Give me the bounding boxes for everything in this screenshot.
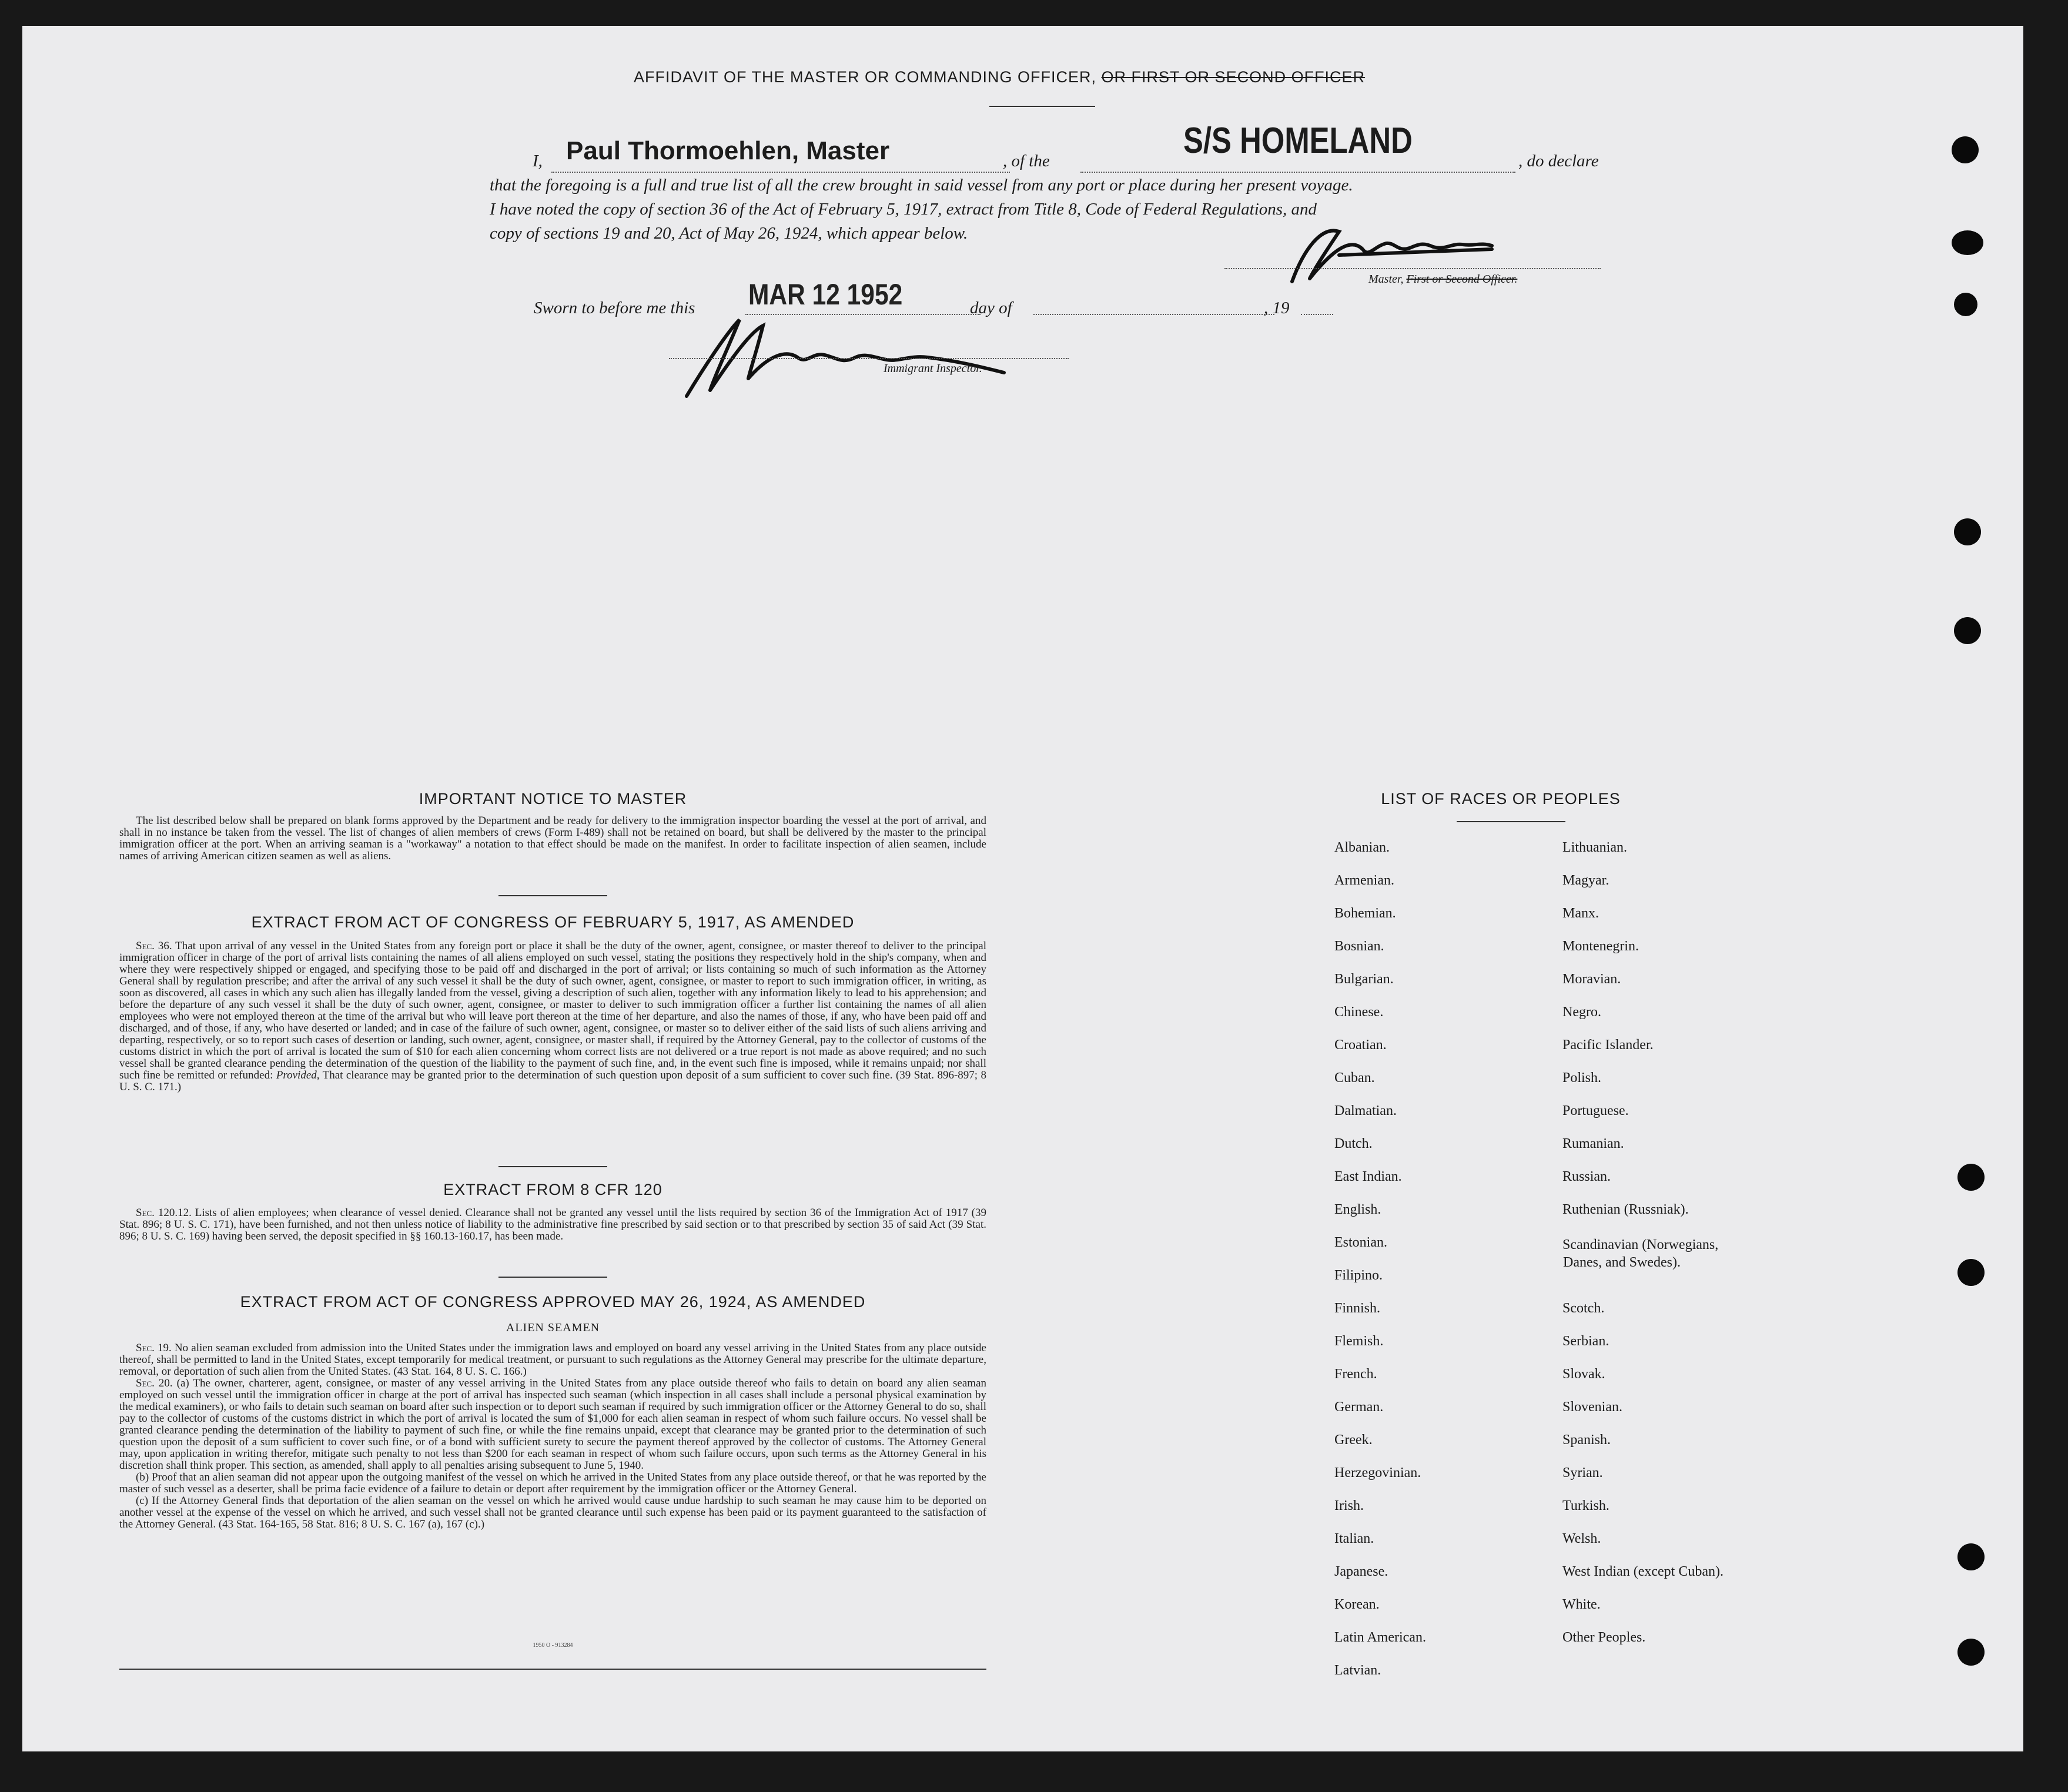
extract-1917-text-block xyxy=(119,940,986,1093)
affidavit-title xyxy=(634,68,1365,86)
race-item: Turkish. xyxy=(1562,1498,1609,1513)
binder-hole xyxy=(1952,136,1979,163)
race-item: Lithuanian. xyxy=(1562,840,1627,855)
race-item: Albanian. xyxy=(1334,840,1390,855)
race-item: Bohemian. xyxy=(1334,906,1396,921)
race-item: French. xyxy=(1334,1366,1377,1382)
binder-hole xyxy=(1954,617,1981,644)
binder-hole xyxy=(1952,230,1983,255)
month-line xyxy=(1033,314,1274,315)
i-label: I, xyxy=(533,152,543,170)
race-item: Bosnian. xyxy=(1334,939,1384,954)
sec-19-paragraph xyxy=(119,1342,986,1378)
title-rule xyxy=(989,106,1095,107)
sworn-date-stamp: MAR 12 1952 xyxy=(748,278,903,311)
races-heading: LIST OF RACES OR PEOPLES xyxy=(1381,790,1621,808)
race-item: Croatian. xyxy=(1334,1037,1387,1053)
race-item: Flemish. xyxy=(1334,1334,1384,1349)
sec-20b-paragraph: (b) Proof that an alien seaman did not appear upon the outgoing manifest of the vessel on which he arrived in the United States from any place outside thereof, or that he was reported by the master of such vessel as a deserter, shall be prima facie evidence of a failure to detain or deport after requirement by the immigration officer or the Attorney General. xyxy=(119,1471,986,1495)
race-item: Finnish. xyxy=(1334,1301,1381,1316)
race-item: Estonian. xyxy=(1334,1235,1387,1250)
document-page xyxy=(22,26,2023,1751)
master-label-text: Master, xyxy=(1368,273,1404,286)
declaration-line-4: copy of sections 19 and 20, Act of May 26, 1924, which appear below. xyxy=(490,224,968,243)
races-rule xyxy=(1457,821,1565,822)
race-item: Filipino. xyxy=(1334,1268,1383,1283)
race-item: Magyar. xyxy=(1562,873,1609,888)
sworn-label: Sworn to before me this xyxy=(534,299,695,317)
race-item: Welsh. xyxy=(1562,1531,1601,1546)
race-item: Moravian. xyxy=(1562,972,1621,987)
extract-8cfr-rule xyxy=(498,1277,607,1278)
sec-20a-paragraph xyxy=(119,1378,986,1472)
binder-hole xyxy=(1957,1543,1985,1570)
year-prefix: , 19 xyxy=(1264,299,1290,317)
master-name: Paul Thormoehlen, Master xyxy=(566,136,890,165)
race-item: Slovak. xyxy=(1562,1366,1605,1382)
declaration-line-3: I have noted the copy of section 36 of the Act of February 5, 1917, extract from Title 8, Code of Federal Regulations, and xyxy=(490,200,1317,219)
race-item: Armenian. xyxy=(1334,873,1394,888)
race-item: Negro. xyxy=(1562,1004,1601,1020)
sec-120-label: Sec. 120.12. xyxy=(136,1207,192,1219)
binder-hole xyxy=(1954,518,1981,545)
extract-8cfr-text-block xyxy=(119,1207,986,1242)
notice-text: The list described below shall be prepared on blank forms approved by the Department and be ready for delivery to the immigration inspector boarding the vessel at the port of arrival, and shall in no instance be taken from the vessel. The list of changes of alien members of crews (Form I-489) shall not be retained on board, but shall be delivered by the master to the principal immigration officer at the port. When an arriving seaman is a "workaway" a notation to that effect should be made on the manifest. In order to facilitate inspection of alien seamen, include names of arriving American citizen seamen as well as aliens. xyxy=(119,815,986,862)
race-item: Dutch. xyxy=(1334,1136,1373,1151)
extract-1924-heading: EXTRACT FROM ACT OF CONGRESS APPROVED MAY 26, 1924, AS AMENDED xyxy=(240,1293,866,1311)
sec-36-text: That upon arrival of any vessel in the United States from any foreign port or place it shall be the duty of the owner, agent, consignee, or master thereof to deliver to the principal immigration officer in charge of the port of arrival lists containing the names of all aliens employed on such vessel, stating the positions they respectively hold in the ship's company, when and where they were respectively shipped or engaged, and specifying those to be paid off and discharged in the port of arrival; or lists containing so much of such information as the Attorney General shall by regulation prescribe; and after the arrival of any such vessel it shall be the duty of such owner, agent, consignee, or master to report to such immigration officer, in writing, as soon as discovered, all cases in which any such alien has illegally landed from the vessel, giving a description of such alien, together with any information likely to lead to his apprehension; and before the departure of any such vessel it shall be the duty of such owner, agent, consignee, or master to deliver to such immigration officer a further list containing the names of all alien employees who were not employed thereon at the time of the arrival but who will leave port thereon at the time of her departure, and also the names of those, if any, who have been paid off and discharged, and of those, if any, who have deserted or landed; and in case of the failure of such owner, agent, consignee, or master so to deliver either of the said lists of such aliens arriving and departing, respectively, or so to report such cases of desertion or landing, such owner, agent, consignee, or master shall, if required by the Attorney General, pay to the collector of customs of the customs district in which the port of arrival is located the sum of $10 for each alien concerning whom correct lists are not delivered or a true report is not made as above required; and no such vessel shall be granted clearance pending the determination of the question of the liability to the payment of such fine, and, in the event such fine is imposed, while it remains unpaid; nor shall such fine be remitted or refunded: xyxy=(119,940,986,1081)
inspector-signature-line xyxy=(669,358,1069,359)
day-of-label: day of xyxy=(970,299,1012,317)
race-item: Irish. xyxy=(1334,1498,1364,1513)
sec-20a-text: (a) The owner, charterer, agent, consignee, or master of any vessel arriving in the United States from any place outside thereof who fails to detain on board any alien seaman employed on such vessel until the immigration officer in charge at the port of arrival has inspected such seaman (which inspection in all cases shall include a personal physical examination by the medical examiners), or who fails to detain such seaman on board after such inspection or to deport such seaman if required by such immigration officer or the Attorney General to do so, shall pay to the collector of customs of the customs district in which the port of arrival is located the sum of $1,000 for each alien seaman in respect of whom such failure occurs. No vessel shall be granted clearance pending the determination of the liability to payment of such fine, or while the fine remains unpaid, except that clearance may be granted prior to the determination of such question upon the deposit of a sum sufficient to cover such fine, or of a bond with sufficient surety to secure the payment thereof approved by the collector of customs. The Attorney General may, upon application in writing therefor, mitigate such penalty to not less than $200 for each seaman in respect of whom such failure occurs, upon such terms as the Attorney General in his discretion shall think proper. This section, as amended, shall apply to all penalties arising subsequent to June 5, 1940. xyxy=(119,1377,986,1472)
race-item: Pacific Islander. xyxy=(1562,1037,1654,1053)
print-code: 1950 O - 913284 xyxy=(533,1642,573,1649)
vessel-dotted-line xyxy=(1080,172,1515,173)
sec-36-tail: That clearance may be granted prior to the determination of such question upon deposit of a sum sufficient to cover such fine. (39 Stat. 896-897; 8 U. S. C. 171.) xyxy=(119,1069,987,1093)
race-item: Ruthenian (Russniak). xyxy=(1562,1202,1689,1217)
race-item: English. xyxy=(1334,1202,1381,1217)
alien-seamen-subheading: ALIEN SEAMEN xyxy=(506,1321,600,1334)
race-item: German. xyxy=(1334,1399,1384,1415)
race-item: Italian. xyxy=(1334,1531,1374,1546)
provided-label: Provided, xyxy=(276,1069,320,1081)
master-label xyxy=(1368,273,1517,286)
declaration-line-2: that the foregoing is a full and true list of all the crew brought in said vessel from any port or place during her present voyage. xyxy=(490,176,1353,195)
race-item: Greek. xyxy=(1334,1432,1373,1448)
inspector-signature xyxy=(651,308,1051,402)
master-signature-line xyxy=(1224,268,1601,269)
sec-120-text: Lists of alien employees; when clearance of vessel denied. Clearance shall not be granted any vessel until the lists required by section 36 of the Immigration Act of 1917 (39 Stat. 896; 8 U. S. C. 171), have been furnished, and not then unless notice of liability to the administrative fine prescribed by said section or to that prescribed by section 35 of said Act (39 Stat. 896; 8 U. S. C. 169) having been served, the deposit specified in §§ 160.13-160.17, has been made. xyxy=(119,1207,986,1242)
race-item: Cuban. xyxy=(1334,1070,1375,1086)
race-item: Latin American. xyxy=(1334,1630,1426,1645)
vessel-name: S/S HOMELAND xyxy=(1183,120,1413,161)
sec-36-label: Sec. 36. xyxy=(136,940,172,952)
sec-19-text: No alien seaman excluded from admission into the United States under the immigration laws and employed on board any vessel arriving in the United States from any place outside thereof, shall be permitted to land in the United States, except temporarily for medical treatment, or pursuant to such regulations as the Attorney General may prescribe for the ultimate departure, removal, or deportation of such alien from the United States. (43 Stat. 164, 8 U. S. C. 166.) xyxy=(119,1342,986,1378)
race-item: Russian. xyxy=(1562,1169,1611,1184)
race-item: Scandinavian (Norwegians, xyxy=(1562,1237,1719,1252)
race-item: Rumanian. xyxy=(1562,1136,1624,1151)
race-item: Chinese. xyxy=(1334,1004,1384,1020)
race-item: Montenegrin. xyxy=(1562,939,1639,954)
notice-heading: IMPORTANT NOTICE TO MASTER xyxy=(419,790,687,808)
affidavit-title-struck: OR FIRST OR SECOND OFFICER xyxy=(1101,68,1366,86)
race-item: East Indian. xyxy=(1334,1169,1402,1184)
race-item-continued-text: Danes, and Swedes). xyxy=(1563,1255,1681,1270)
race-item: Slovenian. xyxy=(1562,1399,1622,1415)
race-item: Latvian. xyxy=(1334,1663,1381,1678)
race-item: Herzegovinian. xyxy=(1334,1465,1421,1481)
race-item: Portuguese. xyxy=(1562,1103,1629,1118)
affidavit-title-text: AFFIDAVIT OF THE MASTER OR COMMANDING OFFICER, xyxy=(634,68,1097,86)
of-the-label: , of the xyxy=(1003,152,1050,170)
extract-8cfr-paragraph xyxy=(119,1207,986,1242)
notice-text-block xyxy=(119,815,986,862)
notice-rule xyxy=(498,895,607,896)
race-item: Bulgarian. xyxy=(1334,972,1394,987)
race-item: Scotch. xyxy=(1562,1301,1605,1316)
name-dotted-line xyxy=(551,172,1010,173)
extract-1924-text-block xyxy=(119,1342,986,1530)
extract-1917-paragraph xyxy=(119,940,986,1093)
race-item: Syrian. xyxy=(1562,1465,1603,1481)
binder-hole xyxy=(1957,1259,1985,1286)
race-item: West Indian (except Cuban). xyxy=(1562,1564,1724,1579)
race-item: Korean. xyxy=(1334,1597,1380,1612)
race-item: Japanese. xyxy=(1334,1564,1388,1579)
race-item-continued xyxy=(1562,1255,1681,1271)
race-item: White. xyxy=(1562,1597,1601,1612)
binder-hole xyxy=(1957,1639,1985,1666)
extract-1917-rule xyxy=(498,1166,607,1167)
race-item: Other Peoples. xyxy=(1562,1630,1646,1645)
binder-hole xyxy=(1954,293,1977,316)
inspector-label: Immigrant Inspector. xyxy=(884,362,982,375)
binder-hole xyxy=(1957,1164,1985,1191)
sec-20c-paragraph: (c) If the Attorney General finds that deportation of the alien seaman on the vessel on which he arrived would cause undue hardship to such seaman he may cause him to be deported on another vessel at the expense of the vessel on which he arrived, and such vessel shall not be granted clearance until such expense has been paid or its payment guaranteed to the satisfaction of the Attorney General. (43 Stat. 164-165, 58 Stat. 816; 8 U. S. C. 167 (a), 167 (c).) xyxy=(119,1495,986,1530)
race-item: Spanish. xyxy=(1562,1432,1611,1448)
race-item: Manx. xyxy=(1562,906,1599,921)
master-label-struck: First or Second Officer. xyxy=(1406,273,1518,286)
race-item: Polish. xyxy=(1562,1070,1602,1086)
race-item: Dalmatian. xyxy=(1334,1103,1397,1118)
do-declare-label: , do declare xyxy=(1518,152,1599,170)
sec-20-label: Sec. 20. xyxy=(136,1377,173,1389)
bottom-rule xyxy=(119,1669,986,1670)
sec-19-label: Sec. 19. xyxy=(136,1342,172,1354)
year-line xyxy=(1301,314,1333,315)
extract-8cfr-heading: EXTRACT FROM 8 CFR 120 xyxy=(443,1181,662,1198)
extract-1917-heading: EXTRACT FROM ACT OF CONGRESS OF FEBRUARY 5, 1917, AS AMENDED xyxy=(251,913,855,931)
race-item: Serbian. xyxy=(1562,1334,1609,1349)
